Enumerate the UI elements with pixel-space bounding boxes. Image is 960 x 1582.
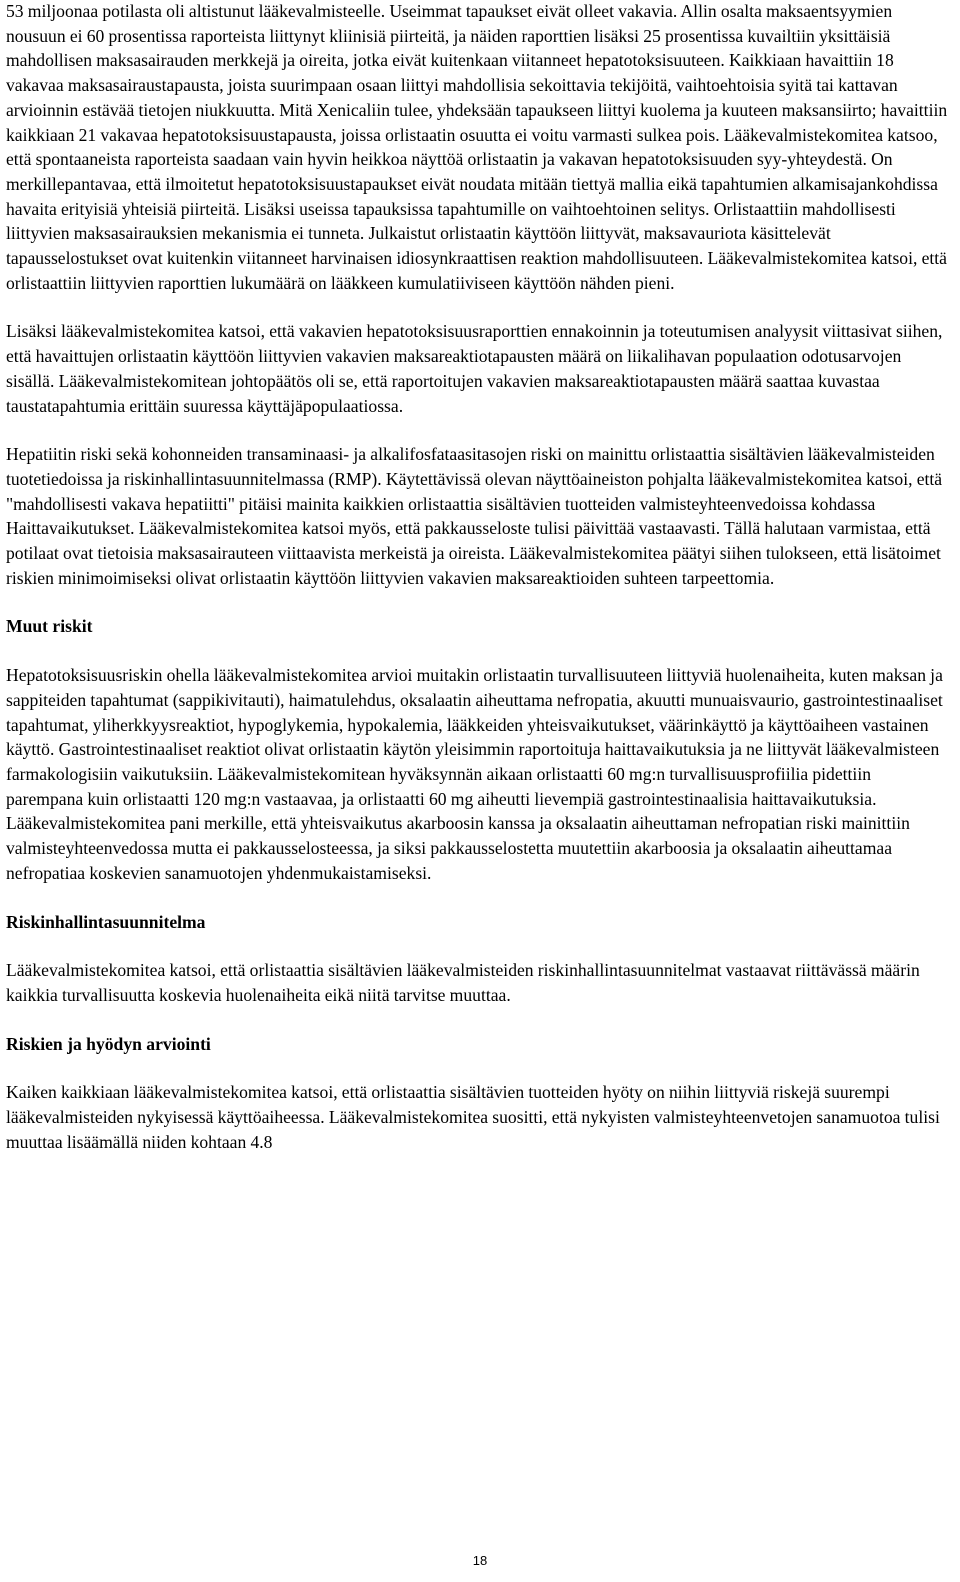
paragraph-risk-management-plan: Lääkevalmistekomitea katsoi, että orlistaattia sisältävien lääkevalmisteiden riskinhallintasuunnitelmat vastaavat riittävässä määrin kaikkia turvallisuutta koskevia huolenaiheita eikä niitä tarvitse muuttaa. [6,960,920,1005]
document-page [6,0,952,1178]
paragraph-hepatitis-risk: Hepatiitin riski sekä kohonneiden transaminaasi- ja alkalifosfataasitasojen riski on mainittu orlistaattia sisältävien lääkevalmisteiden tuotetiedoissa ja riskinhallintasuunnitelmassa (RMP). Käytettävissä olevan näyttöaineiston pohjalta lääkevalmistekomitea katsoi, että "mahdollisesti vakava hepatiitti" pitäisi mainita kaikkien orlistaattia sisältävien tuotteiden valmisteyhteenvedoissa kohdassa Haittavaikutukset. Lääkevalmistekomitea katsoi myös, että pakkausseloste tulisi päivittää vastaavasti. Tällä halutaan varmistaa, että potilaat ovat tietoisia maksasairauteen viittaavista merkeistä ja oireista. Lääkevalmistekomitea päätyi siihen tulokseen, että lisätoimet riskien minimoimiseksi olivat orlistaatin käyttöön liittyvien vakavien maksareaktioiden suhteen tarpeettomia. [6,444,943,588]
paragraph-benefit-risk-assessment: Kaiken kaikkiaan lääkevalmistekomitea katsoi, että orlistaattia sisältävien tuotteiden hyöty on niihin liittyviä riskejä suurempi lääkevalmisteiden nykyisessä käyttöaiheessa. Lääkevalmistekomitea suositti, että nykyisten valmisteyhteenvetojen sanamuotoa tulisi muuttaa lisäämällä niiden kohtaan 4.8 [6,1082,940,1152]
heading-risk-management-plan: Riskinhallintasuunnitelma [6,911,206,932]
paragraph-hepatotoxicity-reports: 53 miljoonaa potilasta oli altistunut lääkevalmisteelle. Useimmat tapaukset eivät olleet vakavia. Allin osalta maksaentsyymien nousuun ei 60 prosentissa raporteista liittynyt kliinisiä piirteitä, ja näiden raporttien lisäksi 25 prosentissa kuvailtiin yksittäisiä mahdollisen maksasairauden merkkejä ja oireita, jotka eivät kuitenkaan viitanneet hepatotoksisuuteen. Kaikkiaan havaittiin 18 vakavaa maksasairaustapausta, joista suurimpaan osaan liittyi mahdollisia sekoittavia tekijöitä, vaihtoehtoisia syitä tai kattavan arvioinnin estävää tietojen niukkuutta. Mitä Xenicaliin tulee, yhdeksään tapaukseen liittyi kuolema ja kuuteen maksansiirto; havaittiin kaikkiaan 21 vakavaa hepatotoksisuustapausta, joissa orlistaatin osuutta ei voitu varmasti sulkea pois. Lääkevalmistekomitea katsoo, että spontaaneista raporteista saadaan vain hyvin heikkoa näyttöä orlistaatin ja vakavan hepatotoksisuuden syy-yhteydestä. On merkillepantavaa, että ilmoitetut hepatotoksisuustapaukset eivät noudata mitään tiettyä mallia eikä tapahtumien alkamisajankohdissa havaita erityisiä yhteisiä piirteitä. Lisäksi useissa tapauksissa tapahtumille on vaihtoehtoinen selitys. Orlistaattiin mahdollisesti liittyvien maksasairauksien mekanismia ei tunneta. Julkaistut orlistaatin käyttöön liittyvät, maksavauriota käsittelevät tapausselostukset ovat kuitenkin viitanneet harvinaisen idiosynkraattisen reaktion mahdollisuuteen. Lääkevalmistekomitea katsoi, että orlistaattiin liittyvien raporttien lukumäärä on lääkkeen kumulatiiviseen käyttöön nähden pieni. [6,1,948,293]
heading-other-risks: Muut riskit [6,616,93,637]
heading-benefit-risk-assessment: Riskien ja hyödyn arviointi [6,1033,211,1054]
page-number: 18 [472,1553,488,1568]
paragraph-other-risks: Hepatotoksisuusriskin ohella lääkevalmistekomitea arvioi muitakin orlistaatin turvallisuuteen liittyviä huolenaiheita, kuten maksan ja sappiteiden tapahtumat (sappikivitauti), haimatulehdus, oksalaatin aiheuttama nefropatia, akuutti munuaisvaurio, gastrointestinaaliset tapahtumat, yliherkkyysreaktiot, hypoglykemia, hypokalemia, lääkkeiden yhteisvaikutukset, väärinkäyttö ja käyttöaiheen vastainen käyttö. Gastrointestinaaliset reaktiot olivat orlistaatin käytön yleisimmin raportoituja haittavaikutuksia ja ne liittyvät lääkevalmisteen farmakologisiin vaikutuksiin. Lääkevalmistekomitean hyväksynnän aikaan orlistaatti 60 mg:n turvallisuusprofiilia pidettiin parempana kuin orlistaatti 120 mg:n vastaavaa, ja orlistaatti 60 mg aiheutti lievempiä gastrointestinaalisia haittavaikutuksia. Lääkevalmistekomitea pani merkille, että yhteisvaikutus akarboosin kanssa ja oksalaatin aiheuttaman nefropatian riski mainittiin valmisteyhteenvedossa mutta ei pakkausselosteessa, ja siksi pakkausselostetta muutettiin akarboosia ja oksalaatin aiheuttamaa nefropatiaa koskevien sanamuotojen yhdenmukaistamiseksi. [6,665,943,883]
paragraph-expected-vs-observed: Lisäksi lääkevalmistekomitea katsoi, että vakavien hepatotoksisuusraporttien ennakoinnin ja toteutumisen analyysit viittasivat siihen, että havaittujen orlistaatin käyttöön liittyvien vakavien maksareaktiotapausten määrä on liikalihavan populaation odotusarvojen sisällä. Lääkevalmistekomitean johtopäätös oli se, että raportoitujen vakavien maksareaktiotapausten määrä saattaa kuvastaa taustatapahtumia erittäin suuressa käyttäjäpopulaatiossa. [6,321,943,416]
